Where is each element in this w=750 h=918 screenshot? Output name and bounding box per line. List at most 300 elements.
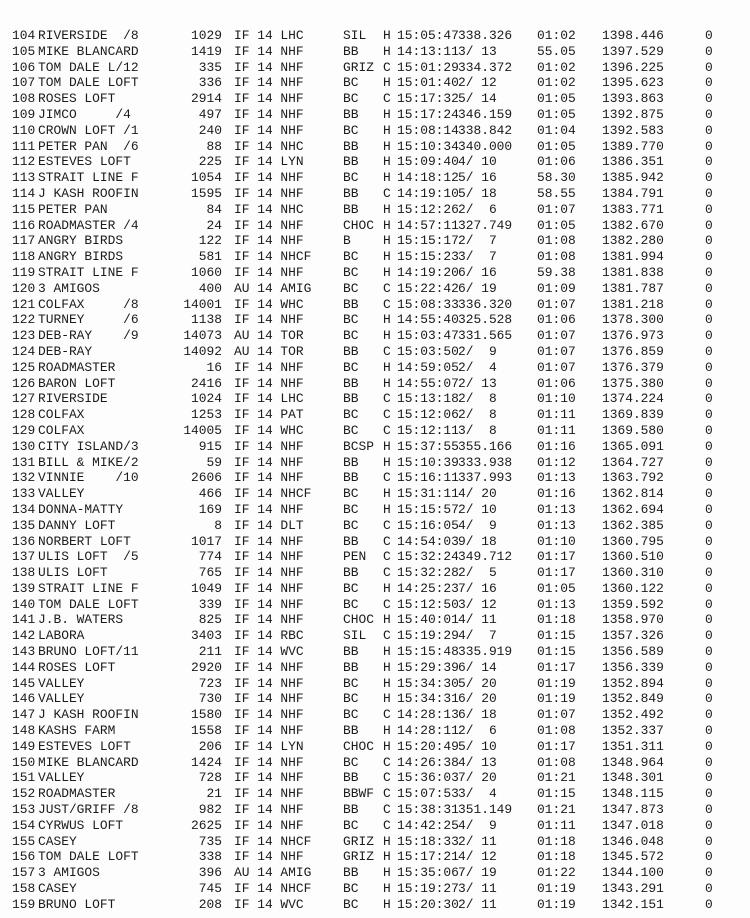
points-cell: 0	[705, 122, 713, 138]
band-series-cell: IF 14 NHC	[234, 138, 304, 154]
distance-or-position-cell: 355.166	[458, 438, 513, 454]
distance-or-position-cell: 2/ 6	[458, 723, 497, 739]
distance-or-position-cell: 5/ 16	[458, 170, 497, 186]
arrival-time-cell: 15:15:57	[397, 501, 459, 517]
loft-name-cell: BILL & MIKE/2	[38, 454, 139, 470]
distance-or-position-cell: 4/ 9	[458, 517, 497, 533]
speed-cell: 1342.151	[602, 896, 664, 912]
points-cell: 0	[705, 549, 713, 565]
flight-time-cell: 01:05	[537, 217, 576, 233]
result-row	[12, 233, 742, 249]
speed-cell: 1369.580	[602, 422, 664, 438]
rank-cell: 134	[12, 501, 36, 517]
band-number-cell: 225	[198, 154, 222, 170]
result-row	[12, 60, 742, 76]
distance-or-position-cell: 5/ 10	[458, 738, 497, 754]
band-number-cell: 774	[198, 549, 222, 565]
band-series-cell: IF 14 LYN	[234, 154, 304, 170]
result-row	[12, 249, 742, 265]
distance-or-position-cell: 5/ 18	[458, 185, 497, 201]
flight-time-cell: 01:11	[537, 422, 576, 438]
flight-time-cell: 01:15	[537, 628, 576, 644]
rank-cell: 105	[12, 43, 36, 59]
speed-cell: 1360.122	[602, 580, 664, 596]
sex-cell: H	[383, 438, 391, 454]
band-number-cell: 735	[198, 833, 222, 849]
flight-time-cell: 01:19	[537, 691, 576, 707]
band-number-cell: 1424	[191, 754, 222, 770]
band-number-cell: 2625	[191, 817, 222, 833]
flight-time-cell: 01:02	[537, 75, 576, 91]
points-cell: 0	[705, 675, 713, 691]
points-cell: 0	[705, 691, 713, 707]
color-cell: BB	[343, 865, 359, 881]
sex-cell: H	[383, 233, 391, 249]
arrival-time-cell: 15:15:17	[397, 233, 459, 249]
loft-name-cell: DONNA-MATTY	[38, 501, 124, 517]
loft-name-cell: RIVERSIDE	[38, 391, 108, 407]
result-row	[12, 202, 742, 218]
points-cell: 0	[705, 185, 713, 201]
flight-time-cell: 01:21	[537, 802, 576, 818]
result-row	[12, 44, 742, 60]
color-cell: BC	[343, 249, 359, 265]
band-number-cell: 3403	[191, 628, 222, 644]
loft-name-cell: TOM DALE LOFT	[38, 596, 139, 612]
band-number-cell: 1049	[191, 580, 222, 596]
band-series-cell: IF 14 NHF	[234, 106, 304, 122]
distance-or-position-cell: 334.372	[458, 59, 513, 75]
arrival-time-cell: 14:13:11	[397, 43, 459, 59]
distance-or-position-cell: 3/ 4	[458, 786, 497, 802]
sex-cell: H	[383, 849, 391, 865]
loft-name-cell: KASHS FARM	[38, 723, 116, 739]
band-series-cell: IF 14 NHCF	[234, 486, 312, 502]
sex-cell: C	[383, 280, 391, 296]
arrival-time-cell: 15:29:39	[397, 659, 459, 675]
speed-cell: 1346.048	[602, 833, 664, 849]
distance-or-position-cell: 335.919	[458, 644, 513, 660]
points-cell: 0	[705, 375, 713, 391]
band-series-cell: IF 14 NHF	[234, 612, 304, 628]
rank-cell: 146	[12, 691, 36, 707]
rank-cell: 123	[12, 328, 36, 344]
sex-cell: H	[383, 375, 391, 391]
sex-cell: H	[383, 201, 391, 217]
band-series-cell: IF 14 LHC	[234, 28, 304, 43]
points-cell: 0	[705, 28, 713, 43]
band-number-cell: 208	[198, 896, 222, 912]
flight-time-cell: 01:08	[537, 233, 576, 249]
points-cell: 0	[705, 138, 713, 154]
rank-cell: 155	[12, 833, 36, 849]
rank-cell: 125	[12, 359, 36, 375]
band-number-cell: 339	[198, 596, 222, 612]
result-row	[12, 312, 742, 328]
loft-name-cell: ESTEVES LOFT	[38, 154, 131, 170]
color-cell: CHOC	[343, 738, 374, 754]
flight-time-cell: 01:10	[537, 391, 576, 407]
color-cell: BC	[343, 707, 359, 723]
band-series-cell: IF 14 NHF	[234, 691, 304, 707]
band-series-cell: IF 14 NHF	[234, 802, 304, 818]
result-row	[12, 581, 742, 597]
color-cell: BC	[343, 75, 359, 91]
band-series-cell: IF 14 NHF	[234, 659, 304, 675]
distance-or-position-cell: 4/ 9	[458, 817, 497, 833]
band-series-cell: IF 14 NHF	[234, 707, 304, 723]
arrival-time-cell: 14:55:07	[397, 375, 459, 391]
band-number-cell: 1054	[191, 170, 222, 186]
points-cell: 0	[705, 596, 713, 612]
loft-name-cell: ROADMASTER	[38, 786, 116, 802]
arrival-time-cell: 15:10:34	[397, 138, 459, 154]
loft-name-cell: DEB-RAY /9	[38, 328, 139, 344]
loft-name-cell: COLFAX	[38, 407, 85, 423]
points-cell: 0	[705, 438, 713, 454]
color-cell: BC	[343, 896, 359, 912]
color-cell: GRIZ	[343, 59, 374, 75]
arrival-time-cell: 15:10:39	[397, 454, 459, 470]
points-cell: 0	[705, 233, 713, 249]
band-series-cell: IF 14 NHF	[234, 549, 304, 565]
sex-cell: H	[383, 170, 391, 186]
speed-cell: 1345.572	[602, 849, 664, 865]
flight-time-cell: 01:02	[537, 59, 576, 75]
band-series-cell: IF 14 WHC	[234, 422, 304, 438]
sex-cell: H	[383, 675, 391, 691]
color-cell: BC	[343, 817, 359, 833]
speed-cell: 1397.529	[602, 43, 664, 59]
band-number-cell: 1060	[191, 264, 222, 280]
band-number-cell: 8	[214, 517, 222, 533]
distance-or-position-cell: 2/ 11	[458, 896, 497, 912]
rank-cell: 126	[12, 375, 36, 391]
speed-cell: 1381.787	[602, 280, 664, 296]
flight-time-cell: 01:13	[537, 517, 576, 533]
flight-time-cell: 01:08	[537, 249, 576, 265]
rank-cell: 115	[12, 201, 36, 217]
color-cell: BB	[343, 565, 359, 581]
flight-time-cell: 58.30	[537, 170, 576, 186]
band-series-cell: IF 14 DLT	[234, 517, 304, 533]
sex-cell: H	[383, 454, 391, 470]
band-series-cell: IF 14 NHF	[234, 454, 304, 470]
flight-time-cell: 01:07	[537, 707, 576, 723]
points-cell: 0	[705, 470, 713, 486]
flight-time-cell: 01:05	[537, 106, 576, 122]
band-series-cell: AU 14 TOR	[234, 343, 304, 359]
sex-cell: H	[383, 328, 391, 344]
speed-cell: 1374.224	[602, 391, 664, 407]
arrival-time-cell: 15:05:47	[397, 28, 459, 43]
result-row	[12, 344, 742, 360]
speed-cell: 1352.492	[602, 707, 664, 723]
speed-cell: 1356.589	[602, 644, 664, 660]
rank-cell: 108	[12, 91, 36, 107]
speed-cell: 1382.670	[602, 217, 664, 233]
speed-cell: 1376.859	[602, 343, 664, 359]
sex-cell: H	[383, 644, 391, 660]
distance-or-position-cell: 327.749	[458, 217, 513, 233]
speed-cell: 1389.770	[602, 138, 664, 154]
points-cell: 0	[705, 802, 713, 818]
rank-cell: 138	[12, 565, 36, 581]
band-series-cell: IF 14 NHF	[234, 217, 304, 233]
arrival-time-cell: 14:42:25	[397, 817, 459, 833]
loft-name-cell: STRAIT LINE F	[38, 170, 139, 186]
loft-name-cell: ULIS LOFT	[38, 565, 108, 581]
result-row	[12, 423, 742, 439]
distance-or-position-cell: 337.993	[458, 470, 513, 486]
speed-cell: 1360.310	[602, 565, 664, 581]
arrival-time-cell: 15:09:40	[397, 154, 459, 170]
speed-cell: 1351.311	[602, 738, 664, 754]
rank-cell: 117	[12, 233, 36, 249]
rank-cell: 141	[12, 612, 36, 628]
flight-time-cell: 01:15	[537, 786, 576, 802]
sex-cell: H	[383, 659, 391, 675]
flight-time-cell: 01:13	[537, 501, 576, 517]
rank-cell: 158	[12, 881, 36, 897]
rank-cell: 114	[12, 185, 36, 201]
color-cell: BC	[343, 170, 359, 186]
result-row	[12, 376, 742, 392]
arrival-time-cell: 14:55:40	[397, 312, 459, 328]
band-number-cell: 1558	[191, 723, 222, 739]
arrival-time-cell: 14:26:38	[397, 754, 459, 770]
speed-cell: 1347.873	[602, 802, 664, 818]
flight-time-cell: 01:05	[537, 91, 576, 107]
band-number-cell: 1017	[191, 533, 222, 549]
sex-cell: H	[383, 612, 391, 628]
loft-name-cell: ANGRY BIRDS	[38, 233, 124, 249]
speed-cell: 1386.351	[602, 154, 664, 170]
band-number-cell: 1024	[191, 391, 222, 407]
band-series-cell: IF 14 NHF	[234, 786, 304, 802]
speed-cell: 1376.379	[602, 359, 664, 375]
distance-or-position-cell: 3/ 7	[458, 249, 497, 265]
distance-or-position-cell: 2/ 12	[458, 75, 497, 91]
distance-or-position-cell: 5/ 14	[458, 91, 497, 107]
band-number-cell: 14005	[183, 422, 222, 438]
sex-cell: H	[383, 312, 391, 328]
distance-or-position-cell: 6/ 20	[458, 691, 497, 707]
result-row	[12, 534, 742, 550]
arrival-time-cell: 15:08:33	[397, 296, 459, 312]
rank-cell: 118	[12, 249, 36, 265]
distance-or-position-cell: 2/ 6	[458, 201, 497, 217]
arrival-time-cell: 15:03:47	[397, 328, 459, 344]
loft-name-cell: 3 AMIGOS	[38, 280, 100, 296]
band-number-cell: 335	[198, 59, 222, 75]
points-cell: 0	[705, 659, 713, 675]
arrival-time-cell: 15:34:30	[397, 675, 459, 691]
points-cell: 0	[705, 106, 713, 122]
distance-or-position-cell: 4/ 7	[458, 628, 497, 644]
speed-cell: 1356.339	[602, 659, 664, 675]
flight-time-cell: 01:11	[537, 817, 576, 833]
arrival-time-cell: 15:01:29	[397, 59, 459, 75]
loft-name-cell: PETER PAN /6	[38, 138, 139, 154]
color-cell: BB	[343, 185, 359, 201]
loft-name-cell: J.B. WATERS	[38, 612, 124, 628]
points-cell: 0	[705, 628, 713, 644]
sex-cell: H	[383, 723, 391, 739]
result-row	[12, 770, 742, 786]
flight-time-cell: 01:07	[537, 343, 576, 359]
arrival-time-cell: 15:32:28	[397, 565, 459, 581]
band-number-cell: 396	[198, 865, 222, 881]
flight-time-cell: 01:07	[537, 359, 576, 375]
arrival-time-cell: 15:37:55	[397, 438, 459, 454]
result-row	[12, 502, 742, 518]
sex-cell: C	[383, 517, 391, 533]
result-row	[12, 360, 742, 376]
band-series-cell: AU 14 AMIG	[234, 865, 312, 881]
band-number-cell: 14001	[183, 296, 222, 312]
color-cell: BB	[343, 391, 359, 407]
color-cell: BC	[343, 91, 359, 107]
result-row	[12, 865, 742, 881]
flight-time-cell: 01:12	[537, 454, 576, 470]
band-number-cell: 497	[198, 106, 222, 122]
band-series-cell: IF 14 NHF	[234, 312, 304, 328]
speed-cell: 1343.291	[602, 881, 664, 897]
sex-cell: H	[383, 122, 391, 138]
speed-cell: 1376.973	[602, 328, 664, 344]
distance-or-position-cell: 2/ 8	[458, 407, 497, 423]
points-cell: 0	[705, 201, 713, 217]
arrival-time-cell: 14:28:11	[397, 723, 459, 739]
points-cell: 0	[705, 754, 713, 770]
distance-or-position-cell: 9/ 18	[458, 533, 497, 549]
flight-time-cell: 01:08	[537, 723, 576, 739]
band-number-cell: 1580	[191, 707, 222, 723]
speed-cell: 1360.795	[602, 533, 664, 549]
result-row	[12, 676, 742, 692]
result-row	[12, 628, 742, 644]
color-cell: BB	[343, 43, 359, 59]
result-row	[12, 549, 742, 565]
points-cell: 0	[705, 738, 713, 754]
flight-time-cell: 01:04	[537, 122, 576, 138]
sex-cell: H	[383, 691, 391, 707]
rank-cell: 135	[12, 517, 36, 533]
sex-cell: C	[383, 533, 391, 549]
loft-name-cell: J KASH ROOFIN	[38, 707, 139, 723]
speed-cell: 1369.839	[602, 407, 664, 423]
rank-cell: 132	[12, 470, 36, 486]
band-series-cell: IF 14 NHF	[234, 375, 304, 391]
band-number-cell: 88	[206, 138, 222, 154]
band-number-cell: 466	[198, 486, 222, 502]
sex-cell: C	[383, 470, 391, 486]
color-cell: BB	[343, 154, 359, 170]
rank-cell: 131	[12, 454, 36, 470]
rank-cell: 107	[12, 75, 36, 91]
loft-name-cell: BARON LOFT	[38, 375, 116, 391]
distance-or-position-cell: 4/ 13	[458, 754, 497, 770]
points-cell: 0	[705, 486, 713, 502]
color-cell: BC	[343, 754, 359, 770]
loft-name-cell: 3 AMIGOS	[38, 865, 100, 881]
sex-cell: H	[383, 264, 391, 280]
rank-cell: 110	[12, 122, 36, 138]
arrival-time-cell: 15:20:49	[397, 738, 459, 754]
rank-cell: 106	[12, 59, 36, 75]
band-number-cell: 21	[206, 786, 222, 802]
loft-name-cell: CYRWUS LOFT	[38, 817, 124, 833]
loft-name-cell: TOM DALE L/12	[38, 59, 139, 75]
points-cell: 0	[705, 328, 713, 344]
color-cell: BB	[343, 533, 359, 549]
speed-cell: 1381.838	[602, 264, 664, 280]
result-row	[12, 154, 742, 170]
color-cell: BC	[343, 280, 359, 296]
points-cell: 0	[705, 817, 713, 833]
loft-name-cell: JUST/GRIFF /8	[38, 802, 139, 818]
points-cell: 0	[705, 723, 713, 739]
loft-name-cell: ROADMASTER	[38, 359, 116, 375]
points-cell: 0	[705, 517, 713, 533]
loft-name-cell: JIMCO /4	[38, 106, 131, 122]
band-number-cell: 14092	[183, 343, 222, 359]
band-number-cell: 1595	[191, 185, 222, 201]
points-cell: 0	[705, 391, 713, 407]
points-cell: 0	[705, 707, 713, 723]
distance-or-position-cell: 7/ 16	[458, 580, 497, 596]
points-cell: 0	[705, 217, 713, 233]
rank-cell: 119	[12, 264, 36, 280]
loft-name-cell: VALLEY	[38, 770, 85, 786]
speed-cell: 1360.510	[602, 549, 664, 565]
result-row	[12, 486, 742, 502]
sex-cell: H	[383, 738, 391, 754]
speed-cell: 1362.814	[602, 486, 664, 502]
points-cell: 0	[705, 59, 713, 75]
loft-name-cell: DEB-RAY	[38, 343, 93, 359]
speed-cell: 1352.849	[602, 691, 664, 707]
speed-cell: 1364.727	[602, 454, 664, 470]
result-row	[12, 170, 742, 186]
distance-or-position-cell: 338.842	[458, 122, 513, 138]
flight-time-cell: 01:18	[537, 849, 576, 865]
distance-or-position-cell: 4/ 10	[458, 154, 497, 170]
result-row	[12, 849, 742, 865]
arrival-time-cell: 15:17:32	[397, 91, 459, 107]
band-number-cell: 1029	[191, 28, 222, 43]
rank-cell: 112	[12, 154, 36, 170]
flight-time-cell: 01:11	[537, 407, 576, 423]
results-list	[12, 28, 742, 913]
result-row	[12, 470, 742, 486]
loft-name-cell: VALLEY	[38, 486, 85, 502]
arrival-time-cell: 15:16:05	[397, 517, 459, 533]
speed-cell: 1381.218	[602, 296, 664, 312]
band-number-cell: 1253	[191, 407, 222, 423]
distance-or-position-cell: 340.000	[458, 138, 513, 154]
color-cell: BBWF	[343, 786, 374, 802]
band-number-cell: 1419	[191, 43, 222, 59]
band-number-cell: 982	[198, 802, 222, 818]
arrival-time-cell: 15:40:01	[397, 612, 459, 628]
color-cell: B	[343, 233, 351, 249]
color-cell: BB	[343, 106, 359, 122]
distance-or-position-cell: 2/ 11	[458, 833, 497, 849]
sex-cell: C	[383, 754, 391, 770]
result-row	[12, 28, 742, 44]
